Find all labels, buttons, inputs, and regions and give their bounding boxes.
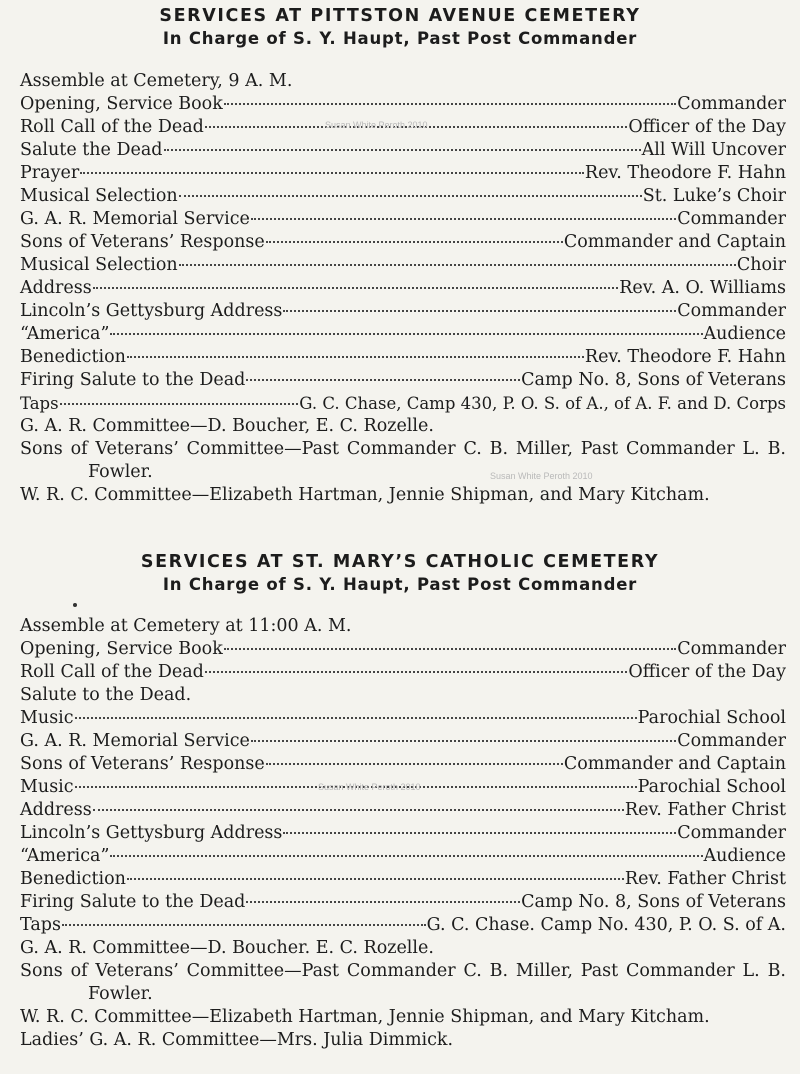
leader-dots	[251, 740, 676, 742]
leader-dots	[110, 855, 702, 857]
program-row	[20, 845, 786, 868]
row-item: Musical Selection	[20, 255, 178, 275]
section-subtitle: In Charge of S. Y. Haupt, Past Post Commander	[162, 29, 638, 48]
row-item: Taps	[20, 394, 59, 413]
program-row	[20, 868, 786, 891]
program-row	[20, 300, 786, 323]
leader-dots	[251, 218, 676, 220]
row-item: Firing Salute to the Dead	[20, 892, 246, 912]
committee-line	[20, 1029, 786, 1052]
row-person: Rev. Father Christ	[624, 800, 786, 820]
program-row	[20, 231, 786, 254]
row-item: Address	[20, 278, 92, 298]
row-person: Commander	[677, 731, 786, 751]
row-item: G. A. R. Memorial Service	[20, 209, 250, 229]
leader-dots	[93, 809, 624, 811]
program-row	[20, 346, 786, 369]
row-person: Rev. Theodore F. Hahn	[584, 163, 786, 183]
row-item: Salute the Dead	[20, 140, 163, 160]
leader-dots	[164, 149, 641, 151]
program-row	[20, 822, 786, 845]
gar-committee: G. A. R. Committee—D. Boucher. E. C. Rozelle.	[20, 938, 434, 958]
assemble-text: Assemble at Cemetery, 9 A. M.	[20, 71, 293, 91]
program-row	[20, 185, 786, 208]
program-row	[20, 392, 786, 415]
row-person: Officer of the Day	[628, 117, 786, 137]
program-row	[20, 254, 786, 277]
wrc-committee: W. R. C. Committee—Elizabeth Hartman, Jennie Shipman, and Mary Kitcham.	[20, 1007, 710, 1027]
leader-dots	[127, 878, 624, 880]
wrc-committee: W. R. C. Committee—Elizabeth Hartman, Jennie Shipman, and Mary Kitcham.	[20, 485, 710, 505]
row-item: Opening, Service Book	[20, 94, 223, 114]
row-person: Commander	[677, 823, 786, 843]
row-item: Prayer	[20, 163, 80, 183]
committee-line	[20, 937, 786, 960]
row-item: Lincoln’s Gettysburg Address	[20, 823, 283, 843]
leader-dots	[62, 924, 426, 926]
leader-dots	[205, 671, 628, 673]
leader-dots	[60, 403, 299, 405]
section-title: SERVICES AT PITTSTON AVENUE CEMETERY	[159, 6, 641, 26]
row-person: Audience	[703, 846, 786, 866]
row-item: Sons of Veterans’ Response	[20, 754, 265, 774]
row-item: Firing Salute to the Dead	[20, 370, 246, 390]
row-item: “America”	[20, 324, 110, 344]
program-row	[20, 707, 786, 730]
row-item: Musical Selection	[20, 186, 178, 206]
program-row	[20, 730, 786, 753]
row-person: Parochial School	[637, 777, 786, 797]
row-item: Address	[20, 800, 92, 820]
row-person: Commander	[677, 209, 786, 229]
row-item: Benediction	[20, 347, 126, 367]
program-row	[20, 914, 786, 937]
row-item: Roll Call of the Dead	[20, 117, 204, 137]
row-item: Music	[20, 777, 74, 797]
program-row	[20, 661, 786, 684]
row-item: Taps	[20, 915, 61, 935]
row-item: G. A. R. Memorial Service	[20, 731, 250, 751]
row-item: Roll Call of the Dead	[20, 662, 204, 682]
leader-dots	[75, 717, 637, 719]
row-person: Camp No. 8, Sons of Veterans	[521, 892, 786, 912]
leader-dots	[246, 379, 520, 381]
row-person: Commander	[677, 301, 786, 321]
assemble-line	[20, 615, 786, 638]
section-pittston	[0, 6, 800, 48]
leader-dots	[179, 264, 736, 266]
row-item: Sons of Veterans’ Response	[20, 232, 265, 252]
sov-committee: Sons of Veterans’ Committee—Past Commander C. B. Miller, Past Commander L. B. Fowler.	[20, 439, 786, 482]
program-row	[20, 638, 786, 661]
row-person: Choir	[736, 255, 786, 275]
leader-dots	[266, 763, 563, 765]
row-item: “America”	[20, 846, 110, 866]
row-person: Commander and Captain	[563, 232, 786, 252]
leader-dots	[93, 287, 619, 289]
assemble-line	[20, 70, 786, 93]
salute-line	[20, 684, 786, 707]
leader-dots	[283, 832, 676, 834]
leader-dots	[110, 333, 702, 335]
watermark: Susan White Peroth 2010	[318, 782, 421, 792]
row-item: Music	[20, 708, 74, 728]
leader-dots	[224, 648, 676, 650]
program-row	[20, 208, 786, 231]
leader-dots	[179, 195, 642, 197]
program-row	[20, 799, 786, 822]
committee-line	[20, 415, 786, 438]
row-person: Rev. A. O. Williams	[619, 278, 786, 298]
leader-dots	[80, 172, 584, 174]
row-person: Commander	[677, 639, 786, 659]
row-person: Officer of the Day	[628, 662, 786, 682]
program-row	[20, 369, 786, 392]
row-person: Parochial School	[637, 708, 786, 728]
row-person: Rev. Father Christ	[624, 869, 786, 889]
row-person: All Will Uncover	[641, 140, 786, 160]
leader-dots	[224, 103, 676, 105]
assemble-text: Assemble at Cemetery at 11:00 A. M.	[20, 616, 352, 636]
program-row	[20, 891, 786, 914]
row-person: Audience	[703, 324, 786, 344]
sov-committee: Sons of Veterans’ Committee—Past Commander C. B. Miller, Past Commander L. B. Fowler.	[20, 961, 786, 1004]
leader-dots	[266, 241, 563, 243]
row-item: Opening, Service Book	[20, 639, 223, 659]
bullet-mark	[73, 603, 77, 607]
row-person: Commander	[677, 94, 786, 114]
program-row	[20, 162, 786, 185]
watermark: Susan White Peroth 2010	[490, 471, 593, 481]
row-person: Camp No. 8, Sons of Veterans	[521, 370, 786, 390]
pittston-program-list	[0, 70, 800, 507]
st-marys-program-list	[0, 615, 800, 1052]
row-item: Lincoln’s Gettysburg Address	[20, 301, 283, 321]
section-title: SERVICES AT ST. MARY’S CATHOLIC CEMETERY	[140, 552, 660, 572]
program-row	[20, 93, 786, 116]
program-row	[20, 139, 786, 162]
row-person: Rev. Theodore F. Hahn	[584, 347, 786, 367]
leader-dots	[127, 356, 584, 358]
salute-text: Salute to the Dead.	[20, 685, 192, 705]
ladies-gar-committee: Ladies’ G. A. R. Committee—Mrs. Julia Dimmick.	[20, 1030, 454, 1050]
row-person: Commander and Captain	[563, 754, 786, 774]
gar-committee: G. A. R. Committee—D. Boucher, E. C. Rozelle.	[20, 416, 434, 436]
leader-dots	[283, 310, 676, 312]
section-subtitle: In Charge of S. Y. Haupt, Past Post Commander	[162, 575, 638, 594]
leader-dots	[246, 901, 520, 903]
section-st-marys	[0, 552, 800, 594]
watermark: Susan White Peroth 2010	[325, 120, 428, 130]
program-row	[20, 277, 786, 300]
row-person: St. Luke’s Choir	[642, 186, 786, 206]
row-person: G. C. Chase, Camp 430, P. O. S. of A., of A. F. and D. Corps	[299, 394, 786, 413]
row-item: Benediction	[20, 869, 126, 889]
program-row	[20, 753, 786, 776]
program-row	[20, 323, 786, 346]
row-person: G. C. Chase. Camp No. 430, P. O. S. of A.	[426, 915, 786, 935]
